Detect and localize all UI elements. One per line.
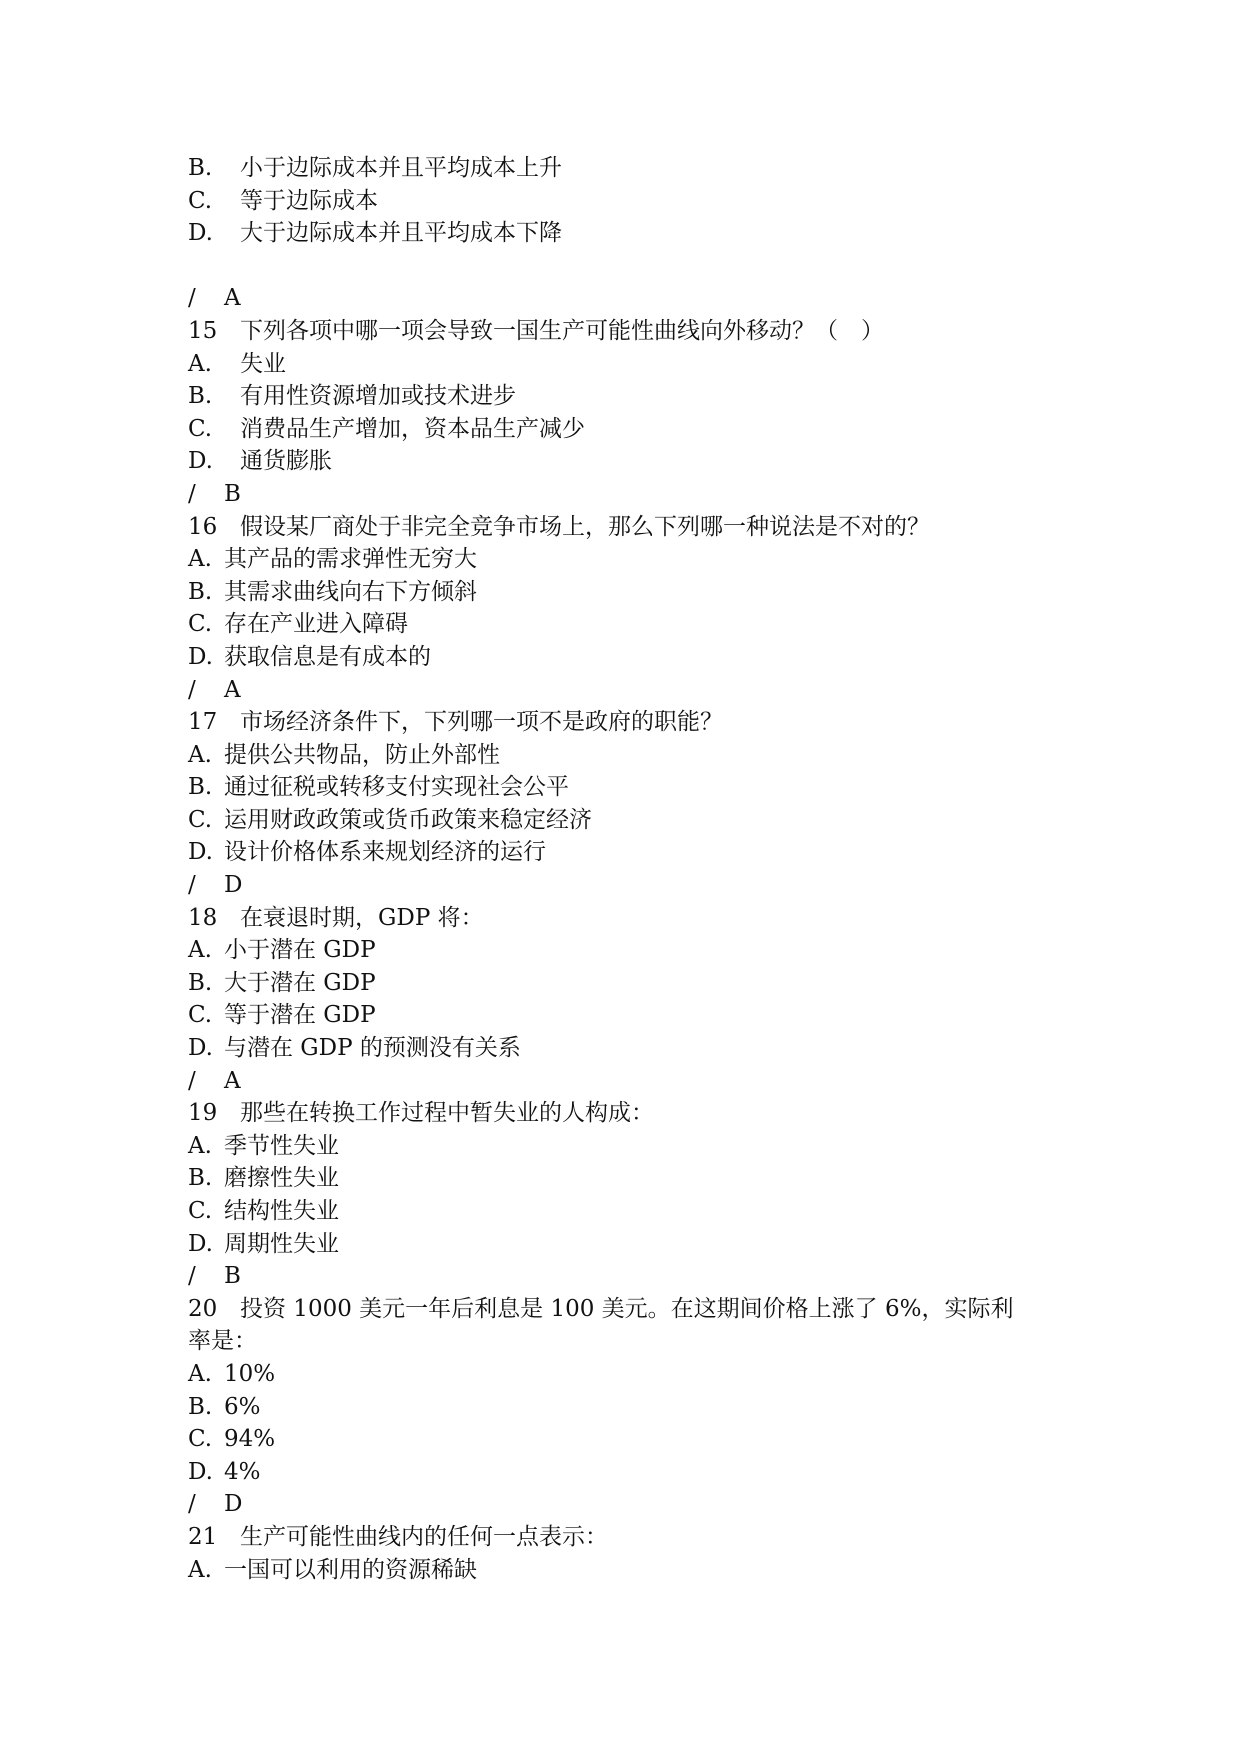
option-text: 94% [224,1426,276,1453]
option-label: D. [188,1035,213,1062]
option-line [188,836,1068,869]
option-label: C. [188,611,213,638]
option-label: C. [188,187,213,214]
option-line [188,1456,1068,1489]
question-text: 生产可能性曲线内的任何一点表示： [240,1523,608,1550]
answer-marker: / [188,676,196,703]
question-text: 下列各项中哪一项会导致一国生产可能性曲线向外移动？（ ） [240,317,884,344]
question-line [188,315,1068,348]
question-number: 21 [188,1523,218,1550]
option-text: 6% [224,1393,261,1420]
option-line [188,999,1068,1032]
option-line [188,348,1068,381]
option-label: D. [188,1458,213,1485]
option-label: B. [188,578,213,605]
option-text: 存在产业进入障碍 [224,611,408,638]
option-text: 失业 [240,350,286,377]
option-label: C. [188,415,213,442]
question-text: 市场经济条件下，下列哪一项不是政府的职能？ [240,709,723,736]
option-line [188,185,1068,218]
option-label: B. [188,1393,213,1420]
option-label: D. [188,448,213,475]
option-label: D. [188,839,213,866]
option-line [188,1032,1068,1065]
answer-value: B [224,480,241,507]
option-text: 一国可以利用的资源稀缺 [224,1556,477,1583]
option-label: D. [188,643,213,670]
option-text: 获取信息是有成本的 [224,643,431,670]
question-number: 19 [188,1100,218,1127]
option-label: C. [188,1426,213,1453]
blank-line [188,250,1068,283]
question-number: 16 [188,513,218,540]
answer-line [188,282,1068,315]
answer-marker: / [188,285,196,312]
option-label: A. [188,937,212,964]
option-label: B. [188,155,213,181]
answer-marker: / [188,1491,196,1518]
option-label: A. [188,741,212,768]
answer-marker: / [188,480,196,507]
option-line [188,413,1068,446]
option-text: 小于边际成本并且平均成本上升 [240,155,562,181]
option-text: 与潜在 GDP 的预测没有关系 [224,1035,521,1062]
option-label: C. [188,1002,213,1029]
answer-line [188,869,1068,902]
answer-value: A [224,285,241,312]
question-text: 假设某厂商处于非完全竞争市场上，那么下列哪一种说法是不对的？ [240,513,930,540]
answer-line [188,1065,1068,1098]
option-text: 等于边际成本 [240,187,378,214]
option-line [188,543,1068,576]
question-number: 17 [188,709,218,736]
question-text: 在衰退时期，GDP 将： [240,904,484,931]
option-label: B. [188,969,213,996]
continuation-line [188,1325,1068,1358]
option-text: 季节性失业 [224,1132,339,1159]
option-line [188,804,1068,837]
option-line [188,771,1068,804]
option-text: 小于潜在 GDP [224,937,376,964]
option-label: A. [188,1556,212,1583]
option-line [188,217,1068,250]
option-line [188,1423,1068,1456]
answer-value: B [224,1263,241,1290]
option-label: C. [188,1198,213,1224]
option-text: 通货膨胀 [240,448,332,475]
answer-value: A [224,676,241,703]
question-line [188,1097,1068,1130]
answer-line [188,1488,1068,1521]
option-label: A. [188,546,212,573]
answer-line [188,674,1068,707]
option-line [188,934,1068,967]
answer-marker: / [188,1263,196,1290]
option-label: D. [188,1230,213,1257]
option-label: A. [188,350,212,377]
answer-value: D [224,1491,243,1518]
option-text: 其需求曲线向右下方倾斜 [224,578,477,605]
option-text: 10% [224,1360,276,1387]
option-text: 消费品生产增加，资本品生产减少 [240,415,585,442]
option-label: C. [188,806,213,833]
option-label: A. [188,1360,212,1387]
option-text: 结构性失业 [224,1198,339,1224]
option-label: B. [188,774,213,801]
answer-line [188,478,1068,511]
option-line [188,1130,1068,1163]
answer-line [188,1260,1068,1293]
option-text: 有用性资源增加或技术进步 [240,383,516,410]
option-text: 周期性失业 [224,1230,339,1257]
option-label: A. [188,1132,212,1159]
option-text: 运用财政政策或货币政策来稳定经济 [224,806,592,833]
option-line [188,1358,1068,1391]
option-line [188,445,1068,478]
question-text: 投资 1000 美元一年后利息是 100 美元。在这期间价格上涨了 6%，实际利 [240,1295,1014,1322]
continuation-text: 率是： [188,1328,257,1355]
question-line [188,1521,1068,1554]
option-line [188,739,1068,772]
answer-value: A [224,1067,241,1094]
question-line [188,706,1068,739]
option-line [188,1554,1068,1587]
option-line [188,576,1068,609]
option-text: 其产品的需求弹性无穷大 [224,546,477,573]
option-text: 提供公共物品，防止外部性 [224,741,500,768]
option-label: D. [188,220,213,247]
option-text: 等于潜在 GDP [224,1002,376,1029]
answer-marker: / [188,1067,196,1094]
option-label: B. [188,1165,213,1192]
option-line [188,1391,1068,1424]
option-text: 4% [224,1458,261,1485]
question-line [188,902,1068,935]
document-body [188,152,1068,1586]
option-line [188,1228,1068,1261]
question-line [188,1293,1068,1326]
option-line [188,152,1068,185]
option-text: 大于边际成本并且平均成本下降 [240,220,562,247]
question-number: 18 [188,904,218,931]
option-line [188,967,1068,1000]
option-line [188,1195,1068,1228]
question-number: 20 [188,1295,218,1322]
question-line [188,511,1068,544]
question-number: 15 [188,317,218,344]
option-line [188,641,1068,674]
answer-marker: / [188,872,196,899]
option-text: 大于潜在 GDP [224,969,376,996]
option-text: 通过征税或转移支付实现社会公平 [224,774,569,801]
answer-value: D [224,872,243,899]
option-line [188,1162,1068,1195]
option-text: 磨擦性失业 [224,1165,339,1192]
option-line [188,608,1068,641]
option-text: 设计价格体系来规划经济的运行 [224,839,546,866]
option-label: B. [188,383,213,410]
question-text: 那些在转换工作过程中暂失业的人构成： [240,1100,654,1127]
option-line [188,380,1068,413]
